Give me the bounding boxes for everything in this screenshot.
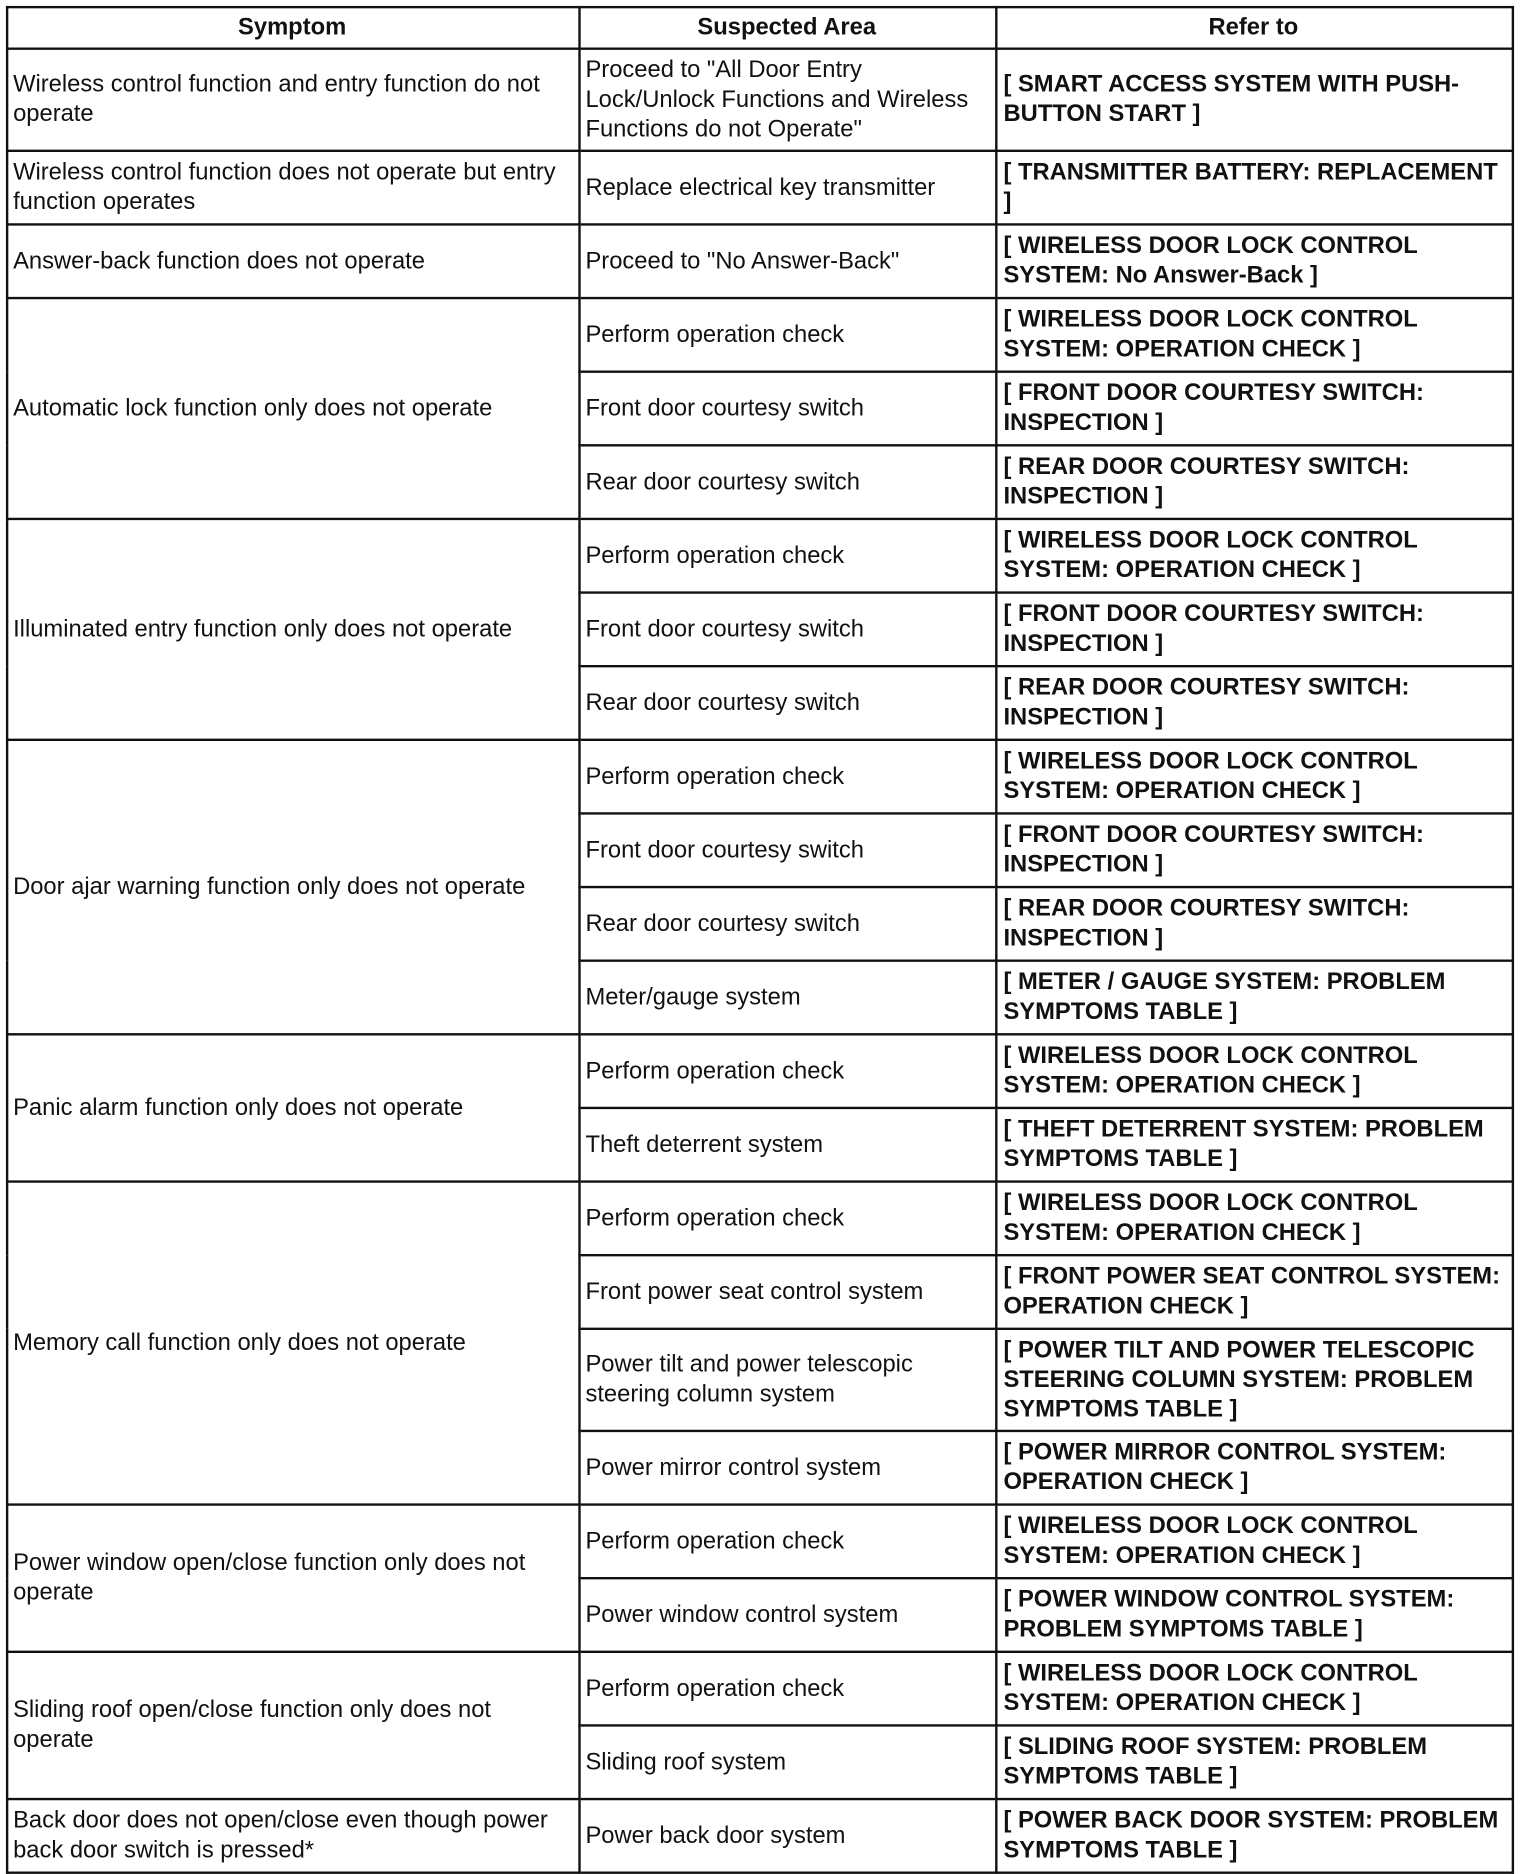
suspected-area-cell: Power window control system	[580, 1578, 997, 1652]
suspected-area-cell: Perform operation check	[580, 1652, 997, 1726]
refer-to-link[interactable]: [ WIRELESS DOOR LOCK CONTROL SYSTEM: OPERATION CHECK ]	[996, 519, 1513, 593]
table-row	[7, 1034, 1513, 1108]
header-suspected-area: Suspected Area	[580, 7, 997, 49]
suspected-area-cell: Front door courtesy switch	[580, 372, 997, 446]
table-row	[7, 151, 1513, 225]
suspected-area-cell: Front power seat control system	[580, 1255, 997, 1329]
suspected-area-cell: Front door courtesy switch	[580, 813, 997, 887]
refer-to-link[interactable]: [ REAR DOOR COURTESY SWITCH: INSPECTION ]	[996, 666, 1513, 740]
suspected-area-cell: Power tilt and power telescopic steering column system	[580, 1329, 997, 1431]
refer-to-link[interactable]: [ WIRELESS DOOR LOCK CONTROL SYSTEM: No Answer-Back ]	[996, 224, 1513, 298]
suspected-area-cell: Perform operation check	[580, 1505, 997, 1579]
suspected-area-cell: Perform operation check	[580, 740, 997, 814]
refer-to-link[interactable]: [ FRONT DOOR COURTESY SWITCH: INSPECTION ]	[996, 372, 1513, 446]
symptom-cell: Memory call function only does not operate	[7, 1182, 579, 1505]
symptom-cell: Power window open/close function only does not operate	[7, 1505, 579, 1652]
suspected-area-cell: Front door courtesy switch	[580, 593, 997, 667]
suspected-area-cell: Replace electrical key transmitter	[580, 151, 997, 225]
refer-to-link[interactable]: [ METER / GAUGE SYSTEM: PROBLEM SYMPTOMS TABLE ]	[996, 961, 1513, 1035]
suspected-area-cell: Sliding roof system	[580, 1725, 997, 1799]
refer-to-link[interactable]: [ FRONT POWER SEAT CONTROL SYSTEM: OPERATION CHECK ]	[996, 1255, 1513, 1329]
suspected-area-cell: Rear door courtesy switch	[580, 445, 997, 519]
suspected-area-cell: Perform operation check	[580, 1182, 997, 1256]
header-refer-to: Refer to	[996, 7, 1513, 49]
refer-to-link[interactable]: [ POWER MIRROR CONTROL SYSTEM: OPERATION CHECK ]	[996, 1431, 1513, 1505]
suspected-area-cell: Perform operation check	[580, 1034, 997, 1108]
suspected-area-cell: Rear door courtesy switch	[580, 666, 997, 740]
refer-to-link[interactable]: [ SLIDING ROOF SYSTEM: PROBLEM SYMPTOMS TABLE ]	[996, 1725, 1513, 1799]
suspected-area-cell: Meter/gauge system	[580, 961, 997, 1035]
suspected-area-cell: Power back door system	[580, 1799, 997, 1873]
table-row	[7, 1182, 1513, 1256]
header-row	[7, 7, 1513, 49]
refer-to-link[interactable]: [ WIRELESS DOOR LOCK CONTROL SYSTEM: OPERATION CHECK ]	[996, 1034, 1513, 1108]
symptom-cell: Illuminated entry function only does not operate	[7, 519, 579, 740]
table-row	[7, 519, 1513, 593]
refer-to-link[interactable]: [ POWER TILT AND POWER TELESCOPIC STEERING COLUMN SYSTEM: PROBLEM SYMPTOMS TABLE ]	[996, 1329, 1513, 1431]
suspected-area-cell: Proceed to "All Door Entry Lock/Unlock Functions and Wireless Functions do not Operate"	[580, 49, 997, 151]
refer-to-link[interactable]: [ THEFT DETERRENT SYSTEM: PROBLEM SYMPTOMS TABLE ]	[996, 1108, 1513, 1182]
refer-to-link[interactable]: [ WIRELESS DOOR LOCK CONTROL SYSTEM: OPERATION CHECK ]	[996, 1652, 1513, 1726]
header-symptom: Symptom	[7, 7, 579, 49]
suspected-area-cell: Proceed to "No Answer-Back"	[580, 224, 997, 298]
table-row	[7, 49, 1513, 151]
refer-to-link[interactable]: [ REAR DOOR COURTESY SWITCH: INSPECTION ]	[996, 887, 1513, 961]
table-row	[7, 224, 1513, 298]
symptom-cell: Wireless control function does not operate but entry function operates	[7, 151, 579, 225]
refer-to-link[interactable]: [ WIRELESS DOOR LOCK CONTROL SYSTEM: OPERATION CHECK ]	[996, 740, 1513, 814]
refer-to-link[interactable]: [ POWER WINDOW CONTROL SYSTEM: PROBLEM SYMPTOMS TABLE ]	[996, 1578, 1513, 1652]
table-row	[7, 740, 1513, 814]
symptom-cell: Sliding roof open/close function only does not operate	[7, 1652, 579, 1799]
symptom-cell: Automatic lock function only does not operate	[7, 298, 579, 519]
suspected-area-cell: Perform operation check	[580, 298, 997, 372]
refer-to-link[interactable]: [ WIRELESS DOOR LOCK CONTROL SYSTEM: OPERATION CHECK ]	[996, 1182, 1513, 1256]
table-row	[7, 298, 1513, 372]
suspected-area-cell: Power mirror control system	[580, 1431, 997, 1505]
refer-to-link[interactable]: [ SMART ACCESS SYSTEM WITH PUSH-BUTTON START ]	[996, 49, 1513, 151]
table-row	[7, 1505, 1513, 1579]
refer-to-link[interactable]: [ REAR DOOR COURTESY SWITCH: INSPECTION ]	[996, 445, 1513, 519]
refer-to-link[interactable]: [ WIRELESS DOOR LOCK CONTROL SYSTEM: OPERATION CHECK ]	[996, 298, 1513, 372]
refer-to-link[interactable]: [ FRONT DOOR COURTESY SWITCH: INSPECTION ]	[996, 813, 1513, 887]
suspected-area-cell: Theft deterrent system	[580, 1108, 997, 1182]
symptom-cell: Answer-back function does not operate	[7, 224, 579, 298]
symptom-cell: Panic alarm function only does not operate	[7, 1034, 579, 1181]
refer-to-link[interactable]: [ FRONT DOOR COURTESY SWITCH: INSPECTION ]	[996, 593, 1513, 667]
table-row	[7, 1799, 1513, 1873]
suspected-area-cell: Perform operation check	[580, 519, 997, 593]
symptom-cell: Wireless control function and entry function do not operate	[7, 49, 579, 151]
refer-to-link[interactable]: [ TRANSMITTER BATTERY: REPLACEMENT ]	[996, 151, 1513, 225]
problem-symptoms-table	[6, 6, 1514, 1874]
refer-to-link[interactable]: [ WIRELESS DOOR LOCK CONTROL SYSTEM: OPERATION CHECK ]	[996, 1505, 1513, 1579]
suspected-area-cell: Rear door courtesy switch	[580, 887, 997, 961]
table-row	[7, 1652, 1513, 1726]
symptom-cell: Door ajar warning function only does not operate	[7, 740, 579, 1035]
symptom-cell: Back door does not open/close even though power back door switch is pressed*	[7, 1799, 579, 1873]
refer-to-link[interactable]: [ POWER BACK DOOR SYSTEM: PROBLEM SYMPTOMS TABLE ]	[996, 1799, 1513, 1873]
